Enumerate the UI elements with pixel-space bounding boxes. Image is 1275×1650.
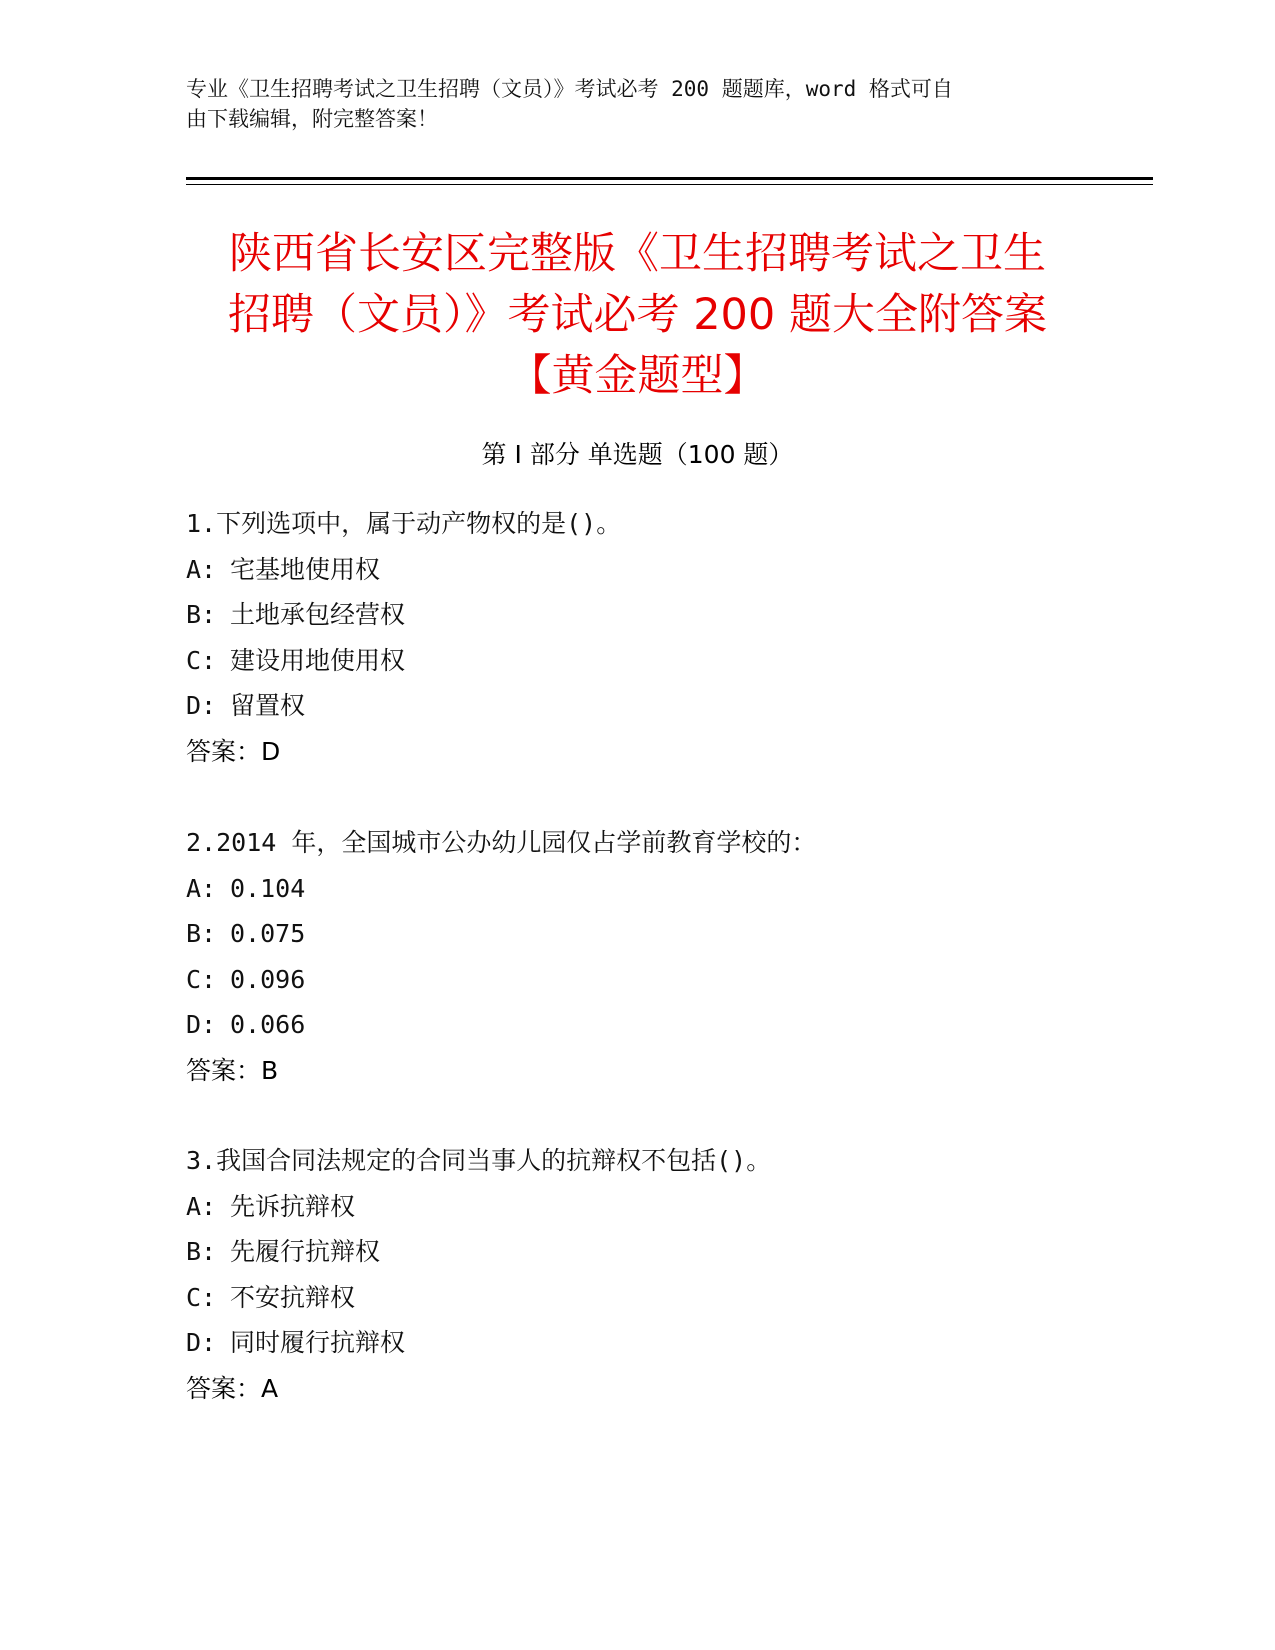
answer: 答案：B [186, 1055, 279, 1085]
option-key: C: [186, 645, 217, 675]
option-b [186, 911, 1106, 957]
question-3 [186, 1138, 1106, 1411]
option-key: B: [186, 1237, 217, 1266]
option-c [186, 638, 1106, 684]
option-b [186, 1229, 1106, 1275]
option-text: 不安抗辩权 [230, 1282, 356, 1312]
option-key: D: [186, 1010, 217, 1039]
option-key: B: [186, 600, 217, 629]
option-text: 宅基地使用权 [230, 554, 381, 584]
header-note-line-1: 专业《卫生招聘考试之卫生招聘（文员）》考试必考 200 题题库，word 格式可自 [186, 77, 953, 101]
title-line-2: 招聘（文员）》考试必考 200 题大全附答案 [228, 290, 1047, 340]
option-a [186, 547, 1106, 593]
title-line-3: 【黄金题型】 [508, 351, 767, 401]
question-stem: 3.我国合同法规定的合同当事人的抗辩权不包括()。 [186, 1146, 772, 1175]
option-text: 0.104 [230, 873, 306, 903]
option-key: C: [186, 1282, 217, 1312]
option-key: D: [186, 1328, 217, 1357]
question-2 [186, 820, 1106, 1093]
document-title [186, 224, 1089, 407]
question-stem: 1.下列选项中，属于动产物权的是()。 [186, 509, 622, 538]
option-key: C: [186, 964, 217, 994]
title-line-1: 陕西省长安区完整版《卫生招聘考试之卫生 [229, 229, 1046, 279]
option-text: 0.066 [230, 1010, 306, 1039]
option-text: 土地承包经营权 [230, 600, 406, 629]
option-text: 0.075 [230, 919, 306, 948]
header-note-line-2: 由下载编辑，附完整答案！ [186, 107, 438, 131]
option-c [186, 1275, 1106, 1321]
option-text: 先诉抗辩权 [230, 1191, 356, 1221]
header-note [186, 74, 1086, 134]
option-text: 同时履行抗辩权 [230, 1328, 406, 1357]
option-key: D: [186, 691, 217, 720]
option-text: 留置权 [230, 691, 306, 720]
question-1 [186, 501, 1106, 774]
header-rule-thin [186, 184, 1153, 185]
option-d [186, 1320, 1106, 1366]
header-rule-thick [186, 177, 1153, 180]
answer: 答案：D [186, 736, 281, 766]
option-c [186, 957, 1106, 1003]
option-d [186, 1002, 1106, 1048]
section-heading: 第 I 部分 单选题（100 题） [481, 440, 794, 469]
option-text: 0.096 [230, 964, 306, 994]
option-d [186, 683, 1106, 729]
option-key: A: [186, 554, 217, 584]
question-stem: 2.2014 年，全国城市公办幼儿园仅占学前教育学校的： [186, 828, 817, 857]
option-key: B: [186, 919, 217, 948]
option-a [186, 1184, 1106, 1230]
option-b [186, 592, 1106, 638]
option-a [186, 866, 1106, 912]
option-key: A: [186, 873, 217, 903]
answer: 答案：A [186, 1373, 279, 1403]
option-key: A: [186, 1191, 217, 1221]
option-text: 先履行抗辩权 [230, 1237, 381, 1266]
option-text: 建设用地使用权 [230, 645, 406, 675]
